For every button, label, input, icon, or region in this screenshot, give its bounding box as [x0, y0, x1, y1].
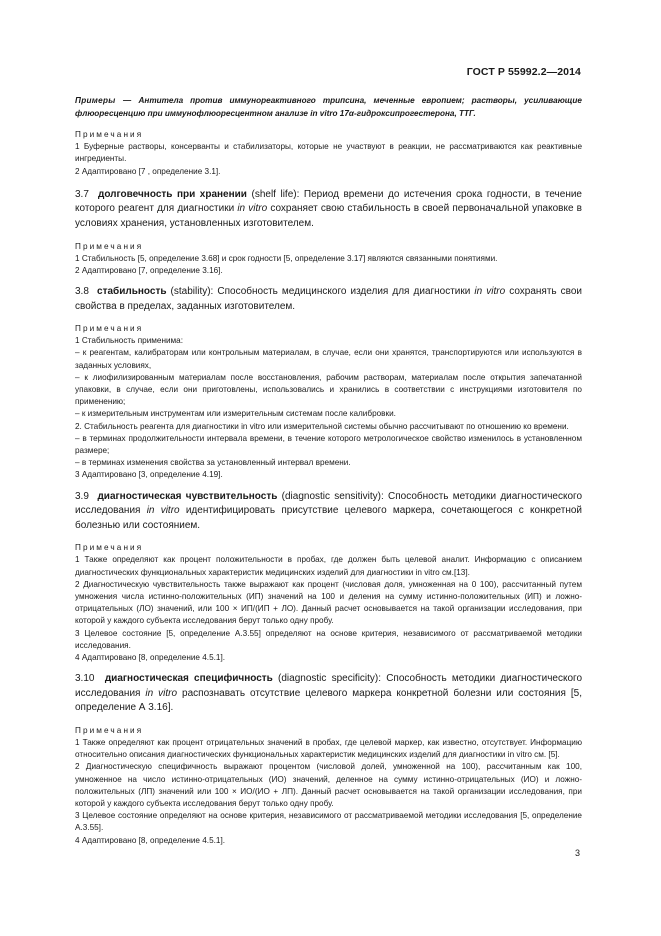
term-english: (diagnostic specificity): — [278, 673, 382, 685]
note-item: 4 Адаптировано [8, определение 4.5.1]. — [75, 835, 226, 845]
term-number: 3.9 — [75, 490, 89, 502]
note-item: 4 Адаптировано [8, определение 4.5.1]. — [75, 653, 226, 663]
term-3-9 — [75, 490, 582, 534]
term-definition: Способность методики диагностического исследования — [75, 673, 583, 699]
term-definition-italic: in vitro — [146, 505, 180, 517]
note-item: 1 Стабильность [5, определение 3.68] и срок годности [5, определение 3.17] являются связанными понятиями. — [75, 253, 498, 263]
term-definition: сохранять свои свойства в пределах, заданных изготовителем. — [75, 285, 583, 312]
term-definition-italic: in vitro — [145, 687, 178, 699]
note-item: 1 Также определяют как процент положительности в пробах, где должен быть целевой аналит. Информацию с описанием диагностических функциональных характеристик медицинских изделий для диагностики in vitro см.[13]. — [75, 555, 582, 577]
note-item: 2 Адаптировано [7 , определение 3.1]. — [75, 166, 221, 176]
note-item: 1 Также определяют как процент отрицательных значений в пробах, где целевой маркер, как известно, отсутствует. Информацию относительно описания диагностических функциональных характеристик медицинских изделий для диагностики in vitro см. [5]. — [75, 738, 582, 760]
notes-title: Примечания — [75, 543, 144, 553]
term-number: 3.7 — [75, 188, 89, 200]
term-definition-italic: in vitro — [474, 285, 506, 297]
note-item: – в терминах изменения свойства за установленный интервал времени. — [75, 458, 351, 468]
page-content — [75, 95, 582, 847]
examples-paragraph — [75, 95, 582, 120]
notes-title: Примечания — [75, 324, 144, 334]
term-definition: Способность медицинского изделия для диагностики — [213, 285, 475, 297]
note-item: 3 Целевое состояние [5, определение А.3.55] определяют на основе критерия, независимого от рассматриваемой методики исследования. — [75, 628, 582, 650]
term-name: стабильность — [97, 285, 167, 297]
term-number: 3.10 — [75, 673, 95, 685]
term-name: диагностическая чувствительность — [97, 490, 278, 502]
term-number: 3.8 — [75, 285, 89, 297]
examples-label: Примеры — — [75, 96, 132, 105]
notes-block-3-9 — [75, 542, 582, 664]
term-3-10 — [75, 672, 582, 716]
notes-block-3-7 — [75, 241, 582, 277]
term-definition: идентифицировать присутствие целевого маркера, сочетающегося с конкретной болезнью или состоянием. — [75, 505, 583, 531]
note-item: – к реагентам, калибраторам или контрольным материалам, в случае, если они хранятся, транспортируются или используются в заданных условиях, — [75, 348, 582, 370]
note-item: 1 Буферные растворы, консерванты и стабилизаторы, которые не участвуют в реакции, не рассматриваются как реактивные ингредиенты. — [75, 142, 582, 164]
notes-title: Примечания — [75, 241, 144, 251]
notes-title: Примечания — [75, 726, 144, 735]
notes-title: Примечания — [75, 130, 144, 140]
term-definition: распознавать отсутствие целевого маркера конкретной болезни или состояния [5, определение А 3.16]. — [75, 687, 582, 714]
notes-block-3-10 — [75, 725, 582, 847]
note-item: 2 Адаптировано [7, определение 3.16]. — [75, 265, 223, 275]
term-english: (stability): — [170, 285, 214, 297]
note-item: 2. Стабильность реагента для диагностики in vitro или измерительной системы обычно рассчитывают по отношению ко времени. — [75, 421, 569, 431]
notes-block-3-8 — [75, 323, 582, 481]
term-definition: Период времени до истечения срока годности, в течение которого реагент для диагностики — [75, 188, 582, 215]
term-english: (shelf life): — [251, 188, 300, 200]
document-header: ГОСТ Р 55992.2—2014 — [466, 66, 581, 78]
note-item: 1 Стабильность применима: — [75, 336, 184, 346]
term-name: долговечность при хранении — [97, 188, 247, 200]
page-number: 3 — [574, 848, 580, 858]
note-item: 2 Диагностическую специфичность выражают процентом (числовой долей, умноженной на 100), рассчитанным как 100, умноженное на число истинно-отрицательных (ИО) значений, деленное на сумму истинно-отрицательных (ИО) и ложно-положительных (ЛП) значений или 100 × ИО/(ИО + ЛП). Данный расчет основывается на такой организации исследования, при которой у каждого субъекта исследования берут только одну пробу. — [75, 762, 582, 809]
term-definition-italic: in vitro — [237, 203, 268, 215]
term-definition: Способность методики диагностического исследования — [75, 490, 583, 517]
term-definition: сохраняет свою стабильность в своей первоначальной упаковке в условиях хранения, установленных изготовителем. — [75, 203, 582, 229]
notes-block-3-6 — [75, 129, 582, 178]
note-item: – в терминах продолжительности интервала времени, в течение которого метрологическое свойство изменилось в установленном размере; — [75, 433, 582, 455]
term-3-7 — [75, 188, 582, 232]
note-item: 2 Диагностическую чувствительность также выражают как процент (числовая доля, умноженная на 0 100), рассчитанный путем умножения числа истинно-положительных (ИП) значений на 100 и деления на сумму истинно-положительных (ИП) и ложно-отрицательных (ЛО) значений, или 100 × ИП/(ИП + ЛО). Данный расчет основывается на такой организации исследования, при которой у каждого субъекта исследования берут только одну пробу. — [75, 579, 582, 626]
note-item: 3 Целевое состояние определяют на основе критерия, независимого от рассматриваемой методики исследования [5, определение А.3.55]. — [75, 811, 582, 833]
term-english: (diagnostic sensitivity): — [281, 490, 384, 502]
note-item: 3 Адаптировано [3, определение 4.19]. — [75, 470, 223, 480]
term-name: диагностическая специфичность — [104, 673, 273, 685]
note-item: – к измерительным инструментам или измерительным системам после калибровки. — [75, 409, 396, 419]
examples-text: Антитела против иммунореактивного трипсина, меченные европием; растворы, усиливающие флюоресценцию при иммунофлюоресцентном анализе in vitro 17α-гидроксипрогестерона, ТТГ. — [75, 96, 582, 118]
note-item: – к лиофилизированным материалам после восстановления, рабочим растворам, материалам после открытия запечатанной упаковки, в случае, если они приготовлены, использовались и хранились в соответствии с инструкциями изготовителя по применению; — [75, 372, 582, 407]
term-3-8 — [75, 285, 582, 314]
